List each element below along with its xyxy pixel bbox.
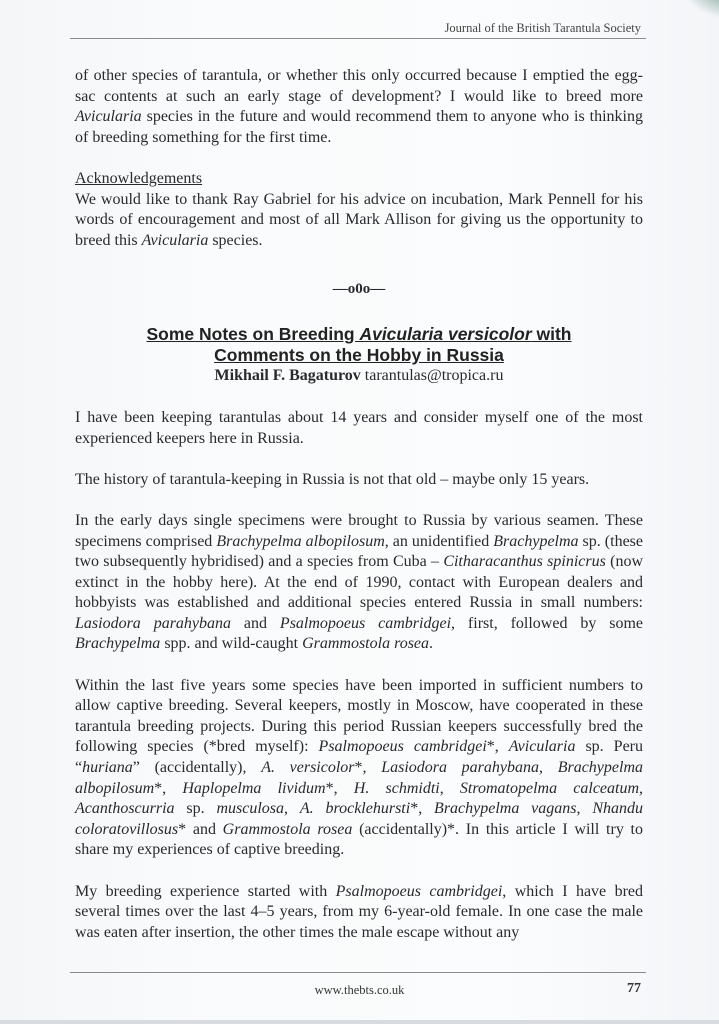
page-content bbox=[75, 66, 643, 943]
article-paragraph-4: Within the last five years some species have been imported in sufficient numbers to allow captive breeding. Several keepers, mostly in Moscow, have cooperated in these tarantula breeding projects. During this period Russian keepers successfully bred the following species (*bred myself): Psalmopoeus cambridgei*, Avicularia sp. Peru “huriana” (accidentally), A. versicolor*, Lasiodora parahybana, Brachypelma albopilosum*, Haplopelma lividum*, H. schmidti, Stromatopelma calceatum, Acanthoscurria sp. musculosa, A. brocklehursti*, Brachypelma vagans, Nhandu coloratovillosus* and Grammostola rosea (accidentally)*. In this article I will try to share my experiences of captive breeding. bbox=[75, 676, 644, 859]
footer-rule bbox=[70, 972, 646, 973]
article-paragraph-5: My breeding experience started with Psalmopoeus cambridgei, which I have bred several times over the last 4–5 years, from my 6-year-old female. In one case the male was eaten after insertion, the other times the male escape without any bbox=[75, 882, 644, 941]
article-title-line2: Comments on the Hobby in Russia bbox=[214, 344, 504, 365]
running-head: Journal of the British Tarantula Society bbox=[444, 21, 641, 35]
section-separator: —o0o— bbox=[332, 281, 386, 298]
author-line bbox=[75, 366, 643, 386]
acknowledgements-heading: Acknowledgements bbox=[75, 169, 203, 187]
previous-article-closing-paragraph: of other species of tarantula, or whether this only occurred because I emptied the egg-sac contents at such an early stage of development? I would like to breed more Avicularia species in the future and would recommend them to anyone who is thinking of breeding something for the first time. bbox=[75, 67, 643, 146]
header-rule bbox=[70, 38, 646, 39]
article-paragraph-1: I have been keeping tarantulas about 14 years and consider myself one of the most experienced keepers here in Russia. bbox=[75, 408, 643, 447]
article-title-line1: Some Notes on Breeding Avicularia versicolor with bbox=[146, 323, 572, 344]
author-email[interactable]: tarantulas@tropica.ru bbox=[364, 366, 504, 384]
acknowledgements-text: We would like to thank Ray Gabriel for his advice on incubation, Mark Pennell for his words of encouragement and most of all Mark Allison for giving us the opportunity to breed this Avicularia species. bbox=[75, 190, 643, 249]
article-paragraph-3: In the early days single specimens were brought to Russia by various seamen. These specimens comprised Brachypelma albopilosum, an unidentified Brachypelma sp. (these two subsequently hybridised) and a species from Cuba – Citharacanthus spinicrus (now extinct in the hobby here). At the end of 1990, contact with European dealers and hobbyists was established and additional species entered Russia in small numbers: Lasiodora parahybana and Psalmopoeus cambridgei, first, followed by some Brachypelma spp. and wild-caught Grammostola rosea. bbox=[75, 511, 644, 653]
page-bottom-edge bbox=[0, 1020, 719, 1024]
footer-url[interactable]: www.thebts.co.uk bbox=[314, 983, 405, 997]
page-corner-shadow bbox=[679, 0, 719, 20]
article-title bbox=[75, 324, 643, 366]
author-name: Mikhail F. Bagaturov bbox=[214, 366, 361, 384]
page-number: 77 bbox=[627, 981, 641, 996]
article-paragraph-2: The history of tarantula-keeping in Russia is not that old – maybe only 15 years. bbox=[75, 470, 590, 488]
